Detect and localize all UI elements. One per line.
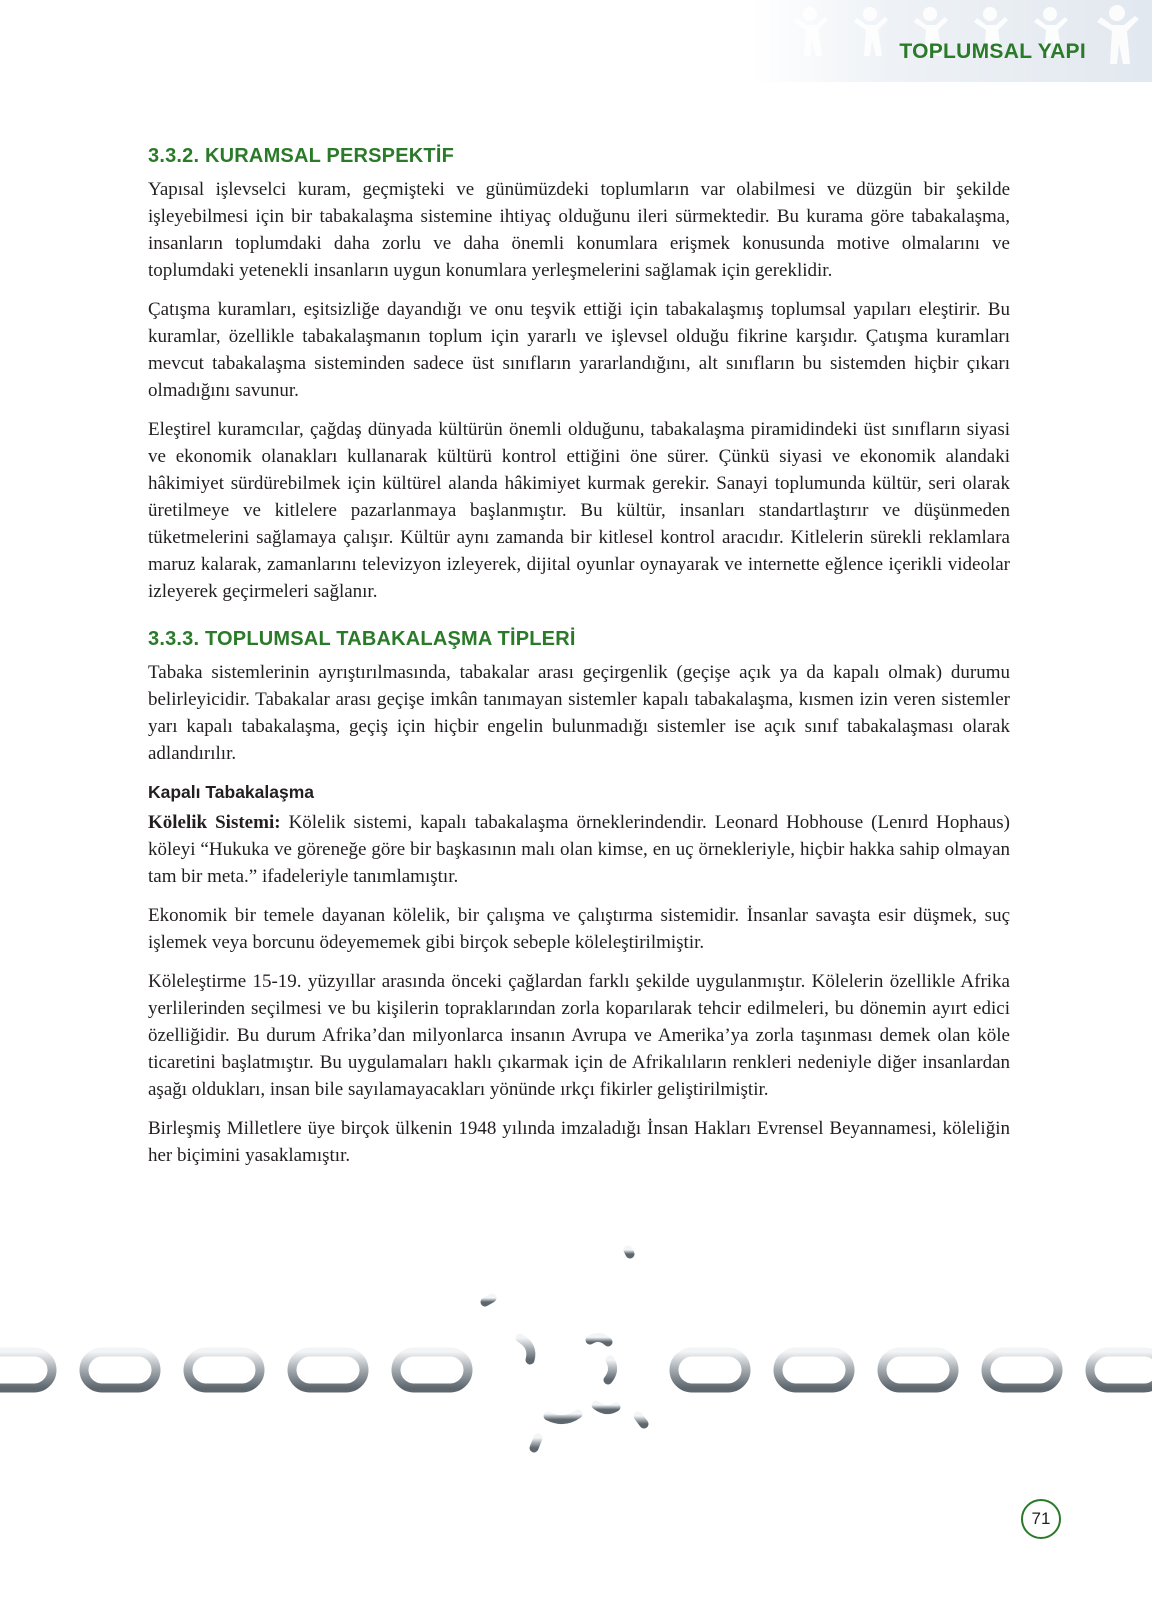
term-definition: Kölelik sistemi, kapalı tabakalaşma örneklerindendir. Leonard Hobhouse (Lenırd Hophaus) köleyi “Hukuka ve göreneğe göre bir başkasının malı olan kimse, en uç örnekleriyle, hiçbir hakka sahip olmayan tam bir meta.” ifadeleriyle tanımlamıştır. [148, 812, 1010, 887]
paragraph: Yapısal işlevselci kuram, geçmişteki ve günümüzdeki toplumların var olabilmesi ve düzgün bir şekilde işleyebilmesi için bir tabakalaşma sistemine ihtiyaç olduğunu ileri sürmektedir. Bu kurama göre tabakalaşma, insanların toplumdaki daha zorlu ve daha önemli konumlara erişmek konusunda motive olmalarını ve toplumdaki yetenekli insanların uygun konumlara yerleşmelerini sağlamak için gereklidir. [148, 179, 1010, 281]
paragraph: Birleşmiş Milletlere üye birçok ülkenin 1948 yılında imzaladığı İnsan Hakları Evrensel Beyannamesi, köleliğin her biçimini yasaklamıştır. [148, 1118, 1010, 1166]
section-heading: 3.3.3. TOPLUMSAL TABAKALAŞMA TİPLERİ [148, 628, 576, 650]
subsection-heading: Kapalı Tabakalaşma [148, 782, 315, 802]
term-label: Kölelik Sistemi: [148, 812, 281, 833]
paragraph: Köleleştirme 15-19. yüzyıllar arasında önceki çağlardan farklı şekilde uygulanmıştır. Kölelerin özellikle Afrika yerlilerinden seçilmesi ve bu kişilerin topraklarından zorla koparılarak tehcir edilmeleri, bu dönemin ayırt edici özelliğidir. Bu durum Afrika’dan milyonlarca insanın Avrupa ve Amerika’ya zorla taşınması demek olan köle ticaretini başlatmıştır. Bu uygulamaları haklı çıkarmak için de Afrikalıların renkleri nedeniyle diğer insanlardan aşağı oldukları, insan bile sayılamayacakları yönünde ırkçı fikirler geliştirilmiştir. [148, 971, 1010, 1100]
section-heading: 3.3.2. KURAMSAL PERSPEKTİF [148, 145, 455, 167]
paragraph: Çatışma kuramları, eşitsizliğe dayandığı ve onu teşvik ettiği için tabakalaşmış toplumsal yapıları eleştirir. Bu kuramlar, özellikle tabakalaşmanın toplum için yararlı ve işlevsel olduğu fikrine karşıdır. Çatışma kuramları mevcut tabakalaşma sisteminden sadece üst sınıfların yararlandığını, alt sınıfların bu sistemden hiçbir çıkarı olmadığını savunur. [148, 299, 1010, 401]
page-number: 71 [1021, 1499, 1061, 1539]
paragraph: Eleştirel kuramcılar, çağdaş dünyada kültürün önemli olduğunu, tabakalaşma piramidindeki üst sınıfların siyasi ve ekonomik olanakları kullanarak kültürü kontrol ettiğini öne sürer. Çünkü siyasi ve ekonomik alandaki hâkimiyet sürdürebilmek için kültürel alanda hâkimiyet kurmak gerekir. Sanayi toplumunda kültür, seri olarak üretilmeye ve kitlelere pazarlanmaya başlanmıştır. Bu kültür, insanları standartlaştırır ve düşünmeden tüketmelerini sağlamaya çalışır. Kültür aynı zamanda bir kitlesel kontrol aracıdır. Kitlelerin sürekli reklamlara maruz kalarak, zamanlarını televizyon izleyerek, dijital oyunlar oynayarak ve internette eğlence içerikli videolar izleyerek geçirmeleri sağlanır. [148, 419, 1010, 602]
paragraph [148, 809, 1010, 890]
header-band [752, 0, 1152, 82]
page-content [148, 142, 1010, 1181]
paragraph: Ekonomik bir temele dayanan kölelik, bir çalışma ve çalıştırma sistemidir. İnsanlar savaşta esir düşmek, suç işlemek veya borcunu ödeyememek gibi birçok sebeple köleleştirilmiştir. [148, 905, 1010, 953]
paragraph: Tabaka sistemlerinin ayrıştırılmasında, tabakalar arası geçirgenlik (geçişe açık ya da kapalı olmak) durumu belirleyicidir. Tabakalar arası geçişe imkân tanımayan sistemler kapalı tabakalaşma, kısmen izin veren sistemler yarı kapalı tabakalaşma, geçiş için hiçbir engelin bulunmadığı sistemler ise açık sınıf tabakalaşması olarak adlandırılır. [148, 662, 1010, 764]
running-header: TOPLUMSAL YAPI [899, 40, 1086, 63]
broken-chain-illustration [0, 1240, 1152, 1490]
